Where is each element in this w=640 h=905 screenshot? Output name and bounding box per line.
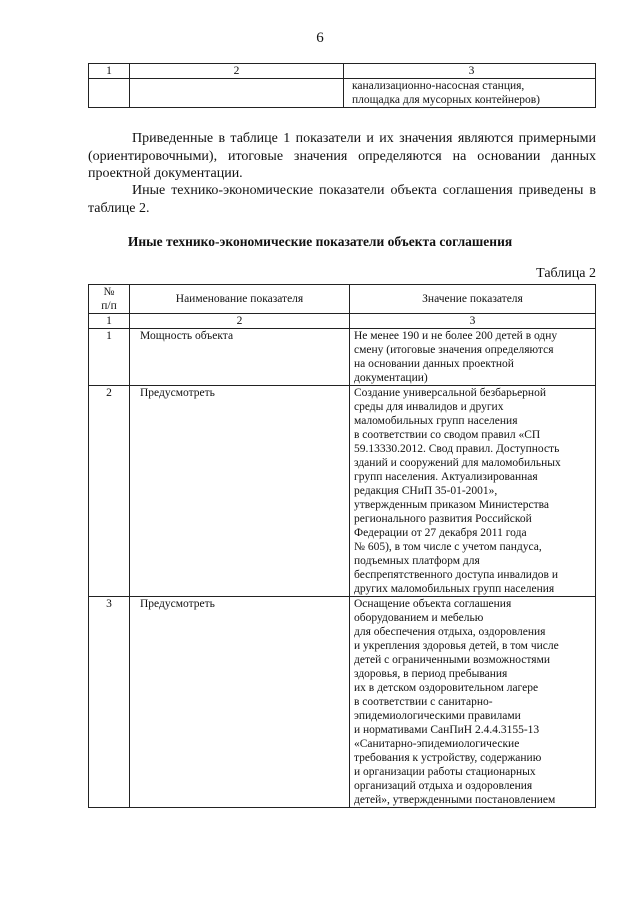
header-number-abbrev: п/п <box>101 300 117 312</box>
value-line: зданий и сооружений для маломобильных <box>354 457 561 469</box>
value-line: в соответствии с санитарно- <box>354 696 493 708</box>
header-indicator-value: Значение показателя <box>350 285 596 314</box>
value-line: маломобильных групп населения <box>354 415 518 427</box>
table-header-row <box>89 285 596 314</box>
value-line: в соответствии со сводом правил «СП <box>354 429 541 441</box>
value-line: Оснащение объекта соглашения <box>354 598 512 610</box>
value-line: смену (итоговые значения определяются <box>354 344 554 356</box>
paragraph: Иные технико-экономические показатели объекта соглашения приведены в таблице 2. <box>88 183 596 216</box>
page-number: 6 <box>316 30 324 46</box>
row-number-cell: 2 <box>89 386 130 597</box>
value-line: на основании данных проектной <box>354 358 514 370</box>
indicator-name-cell: Предусмотреть <box>130 597 350 808</box>
value-line: «Санитарно-эпидемиологические <box>354 738 520 750</box>
table-row <box>89 597 596 808</box>
column-number-3: 3 <box>344 64 596 79</box>
column-number-3: 3 <box>350 314 596 329</box>
row-number-cell <box>89 79 130 108</box>
value-line: оборудованием и мебелью <box>354 612 484 624</box>
indicator-value-cell <box>350 329 596 386</box>
value-line: Создание универсальной безбарьерной <box>354 387 546 399</box>
value-line: требования к устройству, содержанию <box>354 752 542 764</box>
table-row <box>89 386 596 597</box>
column-number-1: 1 <box>89 64 130 79</box>
value-line: групп населения. Актуализированная <box>354 471 538 483</box>
continuation-table <box>88 63 596 108</box>
column-numbering-row <box>89 314 596 329</box>
indicator-value-cell <box>350 597 596 808</box>
value-line: эпидемиологическими правилами <box>354 710 521 722</box>
column-number-2: 2 <box>130 314 350 329</box>
value-line: их в детском оздоровительном лагере <box>354 682 539 694</box>
value-line: и укрепления здоровья детей, в том числе <box>354 640 559 652</box>
value-line: для обеспечения отдыха, оздоровления <box>354 626 546 638</box>
section-title: Иные технико-экономические показатели объекта соглашения <box>127 234 513 249</box>
value-line: регионального развития Российской <box>354 513 532 525</box>
header-number-symbol: № <box>103 286 115 298</box>
value-line: и организации работы стационарных <box>354 766 536 778</box>
header-number <box>89 285 130 314</box>
indicators-table <box>88 284 596 808</box>
table-label: Таблица 2 <box>536 266 596 281</box>
value-line: 59.13330.2012. Свод правил. Доступность <box>354 443 560 455</box>
indicator-name-cell: Предусмотреть <box>130 386 350 597</box>
value-line: утвержденным приказом Министерства <box>354 499 550 511</box>
value-line: детей с ограниченными возможностями <box>354 654 551 666</box>
value-line: и нормативами СанПиН 2.4.4.3155-13 <box>354 724 540 736</box>
value-line: беспрепятственного доступа инвалидов и <box>354 569 559 581</box>
value-line: Федерации от 27 декабря 2011 года <box>354 527 527 539</box>
continuation-table-header-row <box>89 64 596 79</box>
table-row <box>89 329 596 386</box>
row-number-cell: 1 <box>89 329 130 386</box>
indicator-name-cell <box>130 79 344 108</box>
indicator-value-cell <box>350 386 596 597</box>
value-line: площадка для мусорных контейнеров) <box>352 94 540 106</box>
header-indicator-name: Наименование показателя <box>130 285 350 314</box>
indicator-value-cell <box>344 79 596 108</box>
value-line: редакция СНиП 35-01-2001», <box>354 485 498 497</box>
value-line: других маломобильных групп населения <box>354 583 555 595</box>
table-row <box>89 79 596 108</box>
paragraph: Приведенные в таблице 1 показатели и их значения являются примерными (ориентировочными), итоговые значения определяются на основании данных проектной документации. <box>88 131 596 181</box>
value-line: здоровья, в период пребывания <box>354 668 508 680</box>
value-line: среды для инвалидов и других <box>354 401 504 413</box>
value-line: организаций отдыха и оздоровления <box>354 780 533 792</box>
column-number-2: 2 <box>130 64 344 79</box>
value-line: подъемных платформ для <box>354 555 480 567</box>
value-line: канализационно-насосная станция, <box>352 80 525 92</box>
value-line: Не менее 190 и не более 200 детей в одну <box>354 330 558 342</box>
value-line: документации) <box>354 372 428 384</box>
row-number-cell: 3 <box>89 597 130 808</box>
column-number-1: 1 <box>89 314 130 329</box>
value-line: № 605), в том числе с учетом пандуса, <box>354 541 542 553</box>
indicator-name-cell: Мощность объекта <box>130 329 350 386</box>
value-line: детей», утвержденными постановлением <box>354 794 556 806</box>
